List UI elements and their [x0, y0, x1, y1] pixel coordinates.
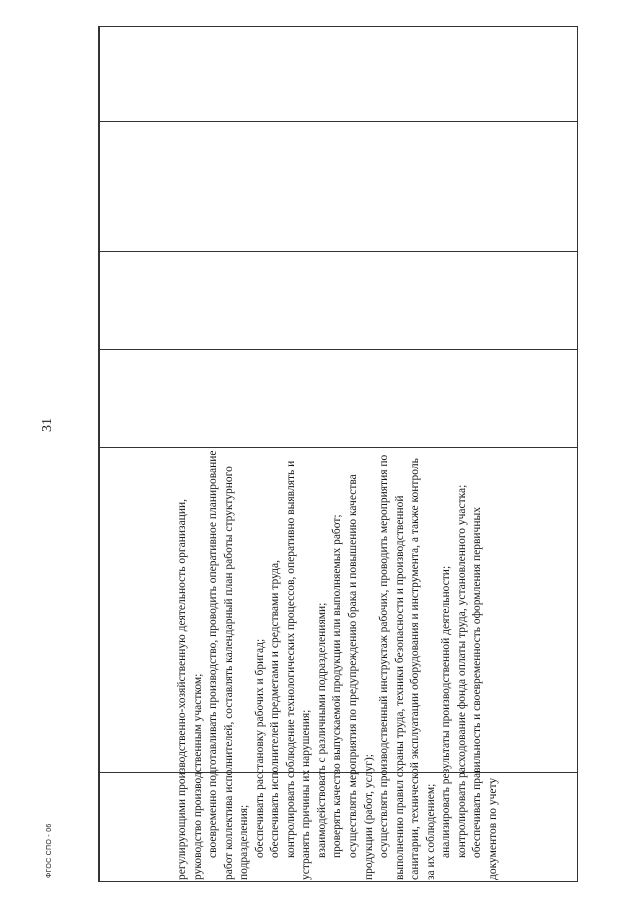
cell-paragraph: осуществлять производственный инструктаж рабочих, проводить мероприятия по выполнению правил охраны труда, техники безопасности и производственной санитарии, технической эксплуатации оборудования и инструмента, а также контроль за их соблюдением; — [377, 454, 437, 880]
table-divider-left — [99, 27, 100, 881]
table-divider-3 — [99, 349, 577, 350]
footer-code: ФГОС СПО - 06 — [46, 823, 53, 878]
table-divider-2 — [99, 251, 577, 252]
cell-paragraph: обеспечивать правильность и своевременность оформления первичных документов по учету — [471, 507, 499, 880]
cell-paragraph: проверять качество выпускаемой продукции или выполняемых работ; — [331, 514, 344, 858]
cell-paragraph: взаимодействовать с различными подразделениями; — [315, 602, 328, 858]
cell-paragraph: анализировать результаты производственной деятельности; — [440, 565, 453, 858]
cell-paragraph: осуществлять мероприятия по предупреждению брака и повышению качества продукции (работ, услуг); — [346, 474, 375, 880]
table-divider-1 — [99, 121, 577, 122]
page-number: 31 — [40, 418, 55, 432]
cell-paragraph: контролировать расходование фонда оплаты труда, установленного участка; — [455, 484, 468, 858]
cell-paragraph: контролировать соблюдение технологических процессов, оперативно выявлять и устранять причины их нарушения; — [284, 460, 313, 880]
cell-paragraph: обеспечивать расстановку рабочих и бригад; — [253, 638, 266, 858]
competency-cell-text — [175, 448, 501, 880]
cell-paragraph: регулирующими производственно-хозяйственную деятельность организации, руководство производственным участком; — [175, 498, 204, 880]
cell-paragraph: своевременно подготавливать производство, проводить оперативное планирование работ коллектива исполнителей, составлять календарный план работы структурного подразделения; — [206, 450, 250, 880]
cell-paragraph: обеспечивать исполнителей предметами и средствами труда, — [269, 560, 282, 858]
